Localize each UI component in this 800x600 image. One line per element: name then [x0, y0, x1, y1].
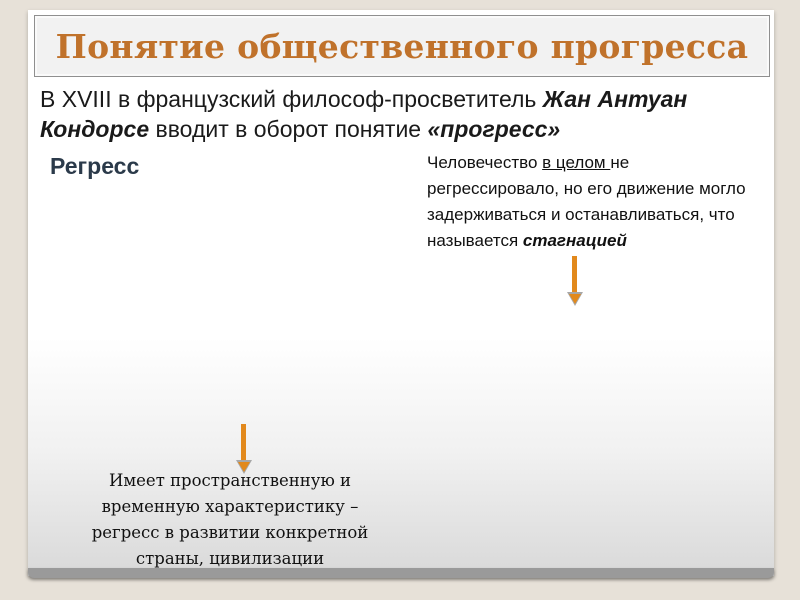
- humanity-text-2: не регрессировало, но его движение могло задерживаться и останавливаться, что называется: [427, 153, 746, 250]
- stagnation-term: стагнацией: [522, 231, 627, 250]
- humanity-underlined: в целом: [542, 153, 611, 172]
- down-arrow-icon: [566, 256, 584, 310]
- humanity-paragraph: [427, 150, 757, 254]
- regress-heading: Регресс: [50, 153, 140, 179]
- regress-description: Имеет пространственную и временную характеристику – регресс в развитии конкретной страны, цивилизации: [91, 471, 369, 568]
- title-box: [34, 15, 770, 77]
- intro-text-2: вводит в оборот понятие: [149, 116, 428, 142]
- progress-term: «прогресс»: [427, 116, 561, 142]
- slide-title: Понятие общественного прогресса: [55, 26, 749, 66]
- intro-paragraph: [40, 84, 760, 144]
- intro-text-1: В XVIII в французский философ-просветитель: [40, 86, 543, 112]
- humanity-text-1: Человечество: [427, 153, 543, 172]
- philosopher-name: Жан Антуан Кондорсе: [40, 86, 688, 142]
